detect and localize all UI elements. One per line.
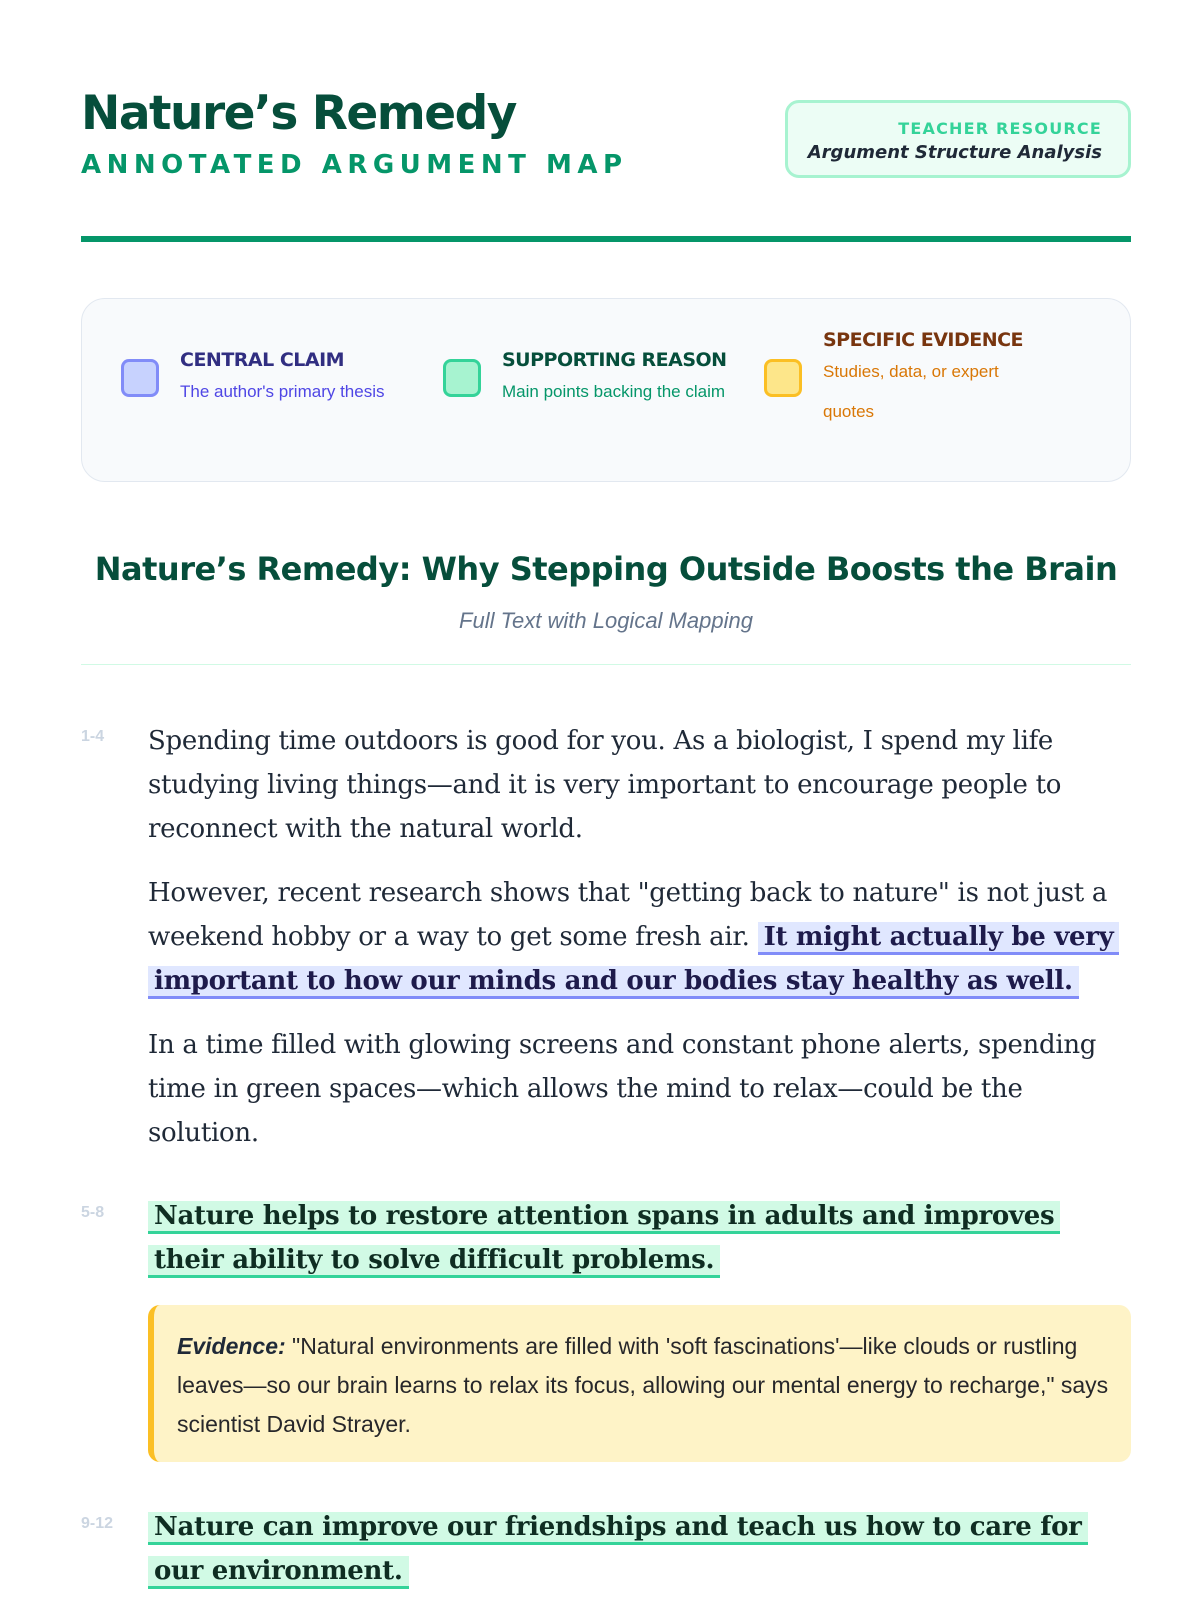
evidence-quote: "Natural environments are filled with 'soft fascinations'—like clouds or rustling leaves—so our brain learns to relax its focus, allowing our mental energy to recharge," says scientist David Strayer. bbox=[177, 1333, 1109, 1437]
supporting-reason bbox=[148, 1194, 1118, 1282]
legend-description: Studies, data, or expert bbox=[823, 362, 999, 381]
evidence-label: Evidence: bbox=[177, 1333, 286, 1359]
supporting-reason-highlight: Nature helps to restore attention spans in adults and improves their ability to solve difficult problems. bbox=[148, 1201, 1060, 1278]
badge-label: TEACHER RESOURCE bbox=[898, 119, 1102, 138]
legend-title: CENTRAL CLAIM bbox=[180, 349, 345, 371]
legend-description: Main points backing the claim bbox=[502, 382, 726, 401]
supporting-reason bbox=[148, 1505, 1118, 1593]
line-number: 1-4 bbox=[81, 728, 105, 745]
line-number: 5-8 bbox=[81, 1204, 105, 1221]
page-subtitle: ANNOTATED ARGUMENT MAP bbox=[81, 150, 628, 180]
reason-swatch bbox=[443, 359, 481, 397]
paragraph: In a time filled with glowing screens and constant phone alerts, spending time in green spaces—which allows the mind to relax—could be the solution. bbox=[148, 1030, 1097, 1148]
plain-text: However, recent research shows that "getting back to nature" is not just a weekend hobby or a way to get some fresh air. bbox=[148, 878, 1108, 952]
badge-description: Argument Structure Analysis bbox=[807, 142, 1102, 163]
central-claim-highlight: It might actually be very important to how our minds and our bodies stay healthy as well. bbox=[148, 922, 1119, 999]
page-title: Nature’s Remedy bbox=[81, 86, 516, 141]
legend-description: The author's primary thesis bbox=[180, 382, 385, 401]
claim-swatch bbox=[121, 359, 159, 397]
legend-description-cont: quotes bbox=[823, 402, 875, 421]
article-divider bbox=[81, 664, 1131, 665]
page-header bbox=[81, 80, 1131, 240]
header-divider bbox=[81, 236, 1131, 242]
legend-title: SPECIFIC EVIDENCE bbox=[823, 329, 1024, 351]
paragraph-with-claim bbox=[148, 871, 1118, 1003]
article-subtitle: Full Text with Logical Mapping bbox=[459, 608, 753, 633]
legend-title: SUPPORTING REASON bbox=[502, 349, 727, 371]
paragraph: Spending time outdoors is good for you. As a biologist, I spend my life studying living things—and it is very important to encourage people to reconnect with the natural world. bbox=[148, 726, 1062, 844]
supporting-reason-highlight: Nature can improve our friendships and teach us how to care for our environment. bbox=[148, 1512, 1088, 1589]
article-title: Nature’s Remedy: Why Stepping Outside Boosts the Brain bbox=[94, 550, 1118, 588]
evidence-swatch bbox=[764, 359, 802, 397]
line-number: 9-12 bbox=[81, 1515, 114, 1532]
resource-badge bbox=[785, 100, 1131, 178]
evidence-box bbox=[148, 1305, 1131, 1462]
legend-panel bbox=[81, 298, 1131, 482]
